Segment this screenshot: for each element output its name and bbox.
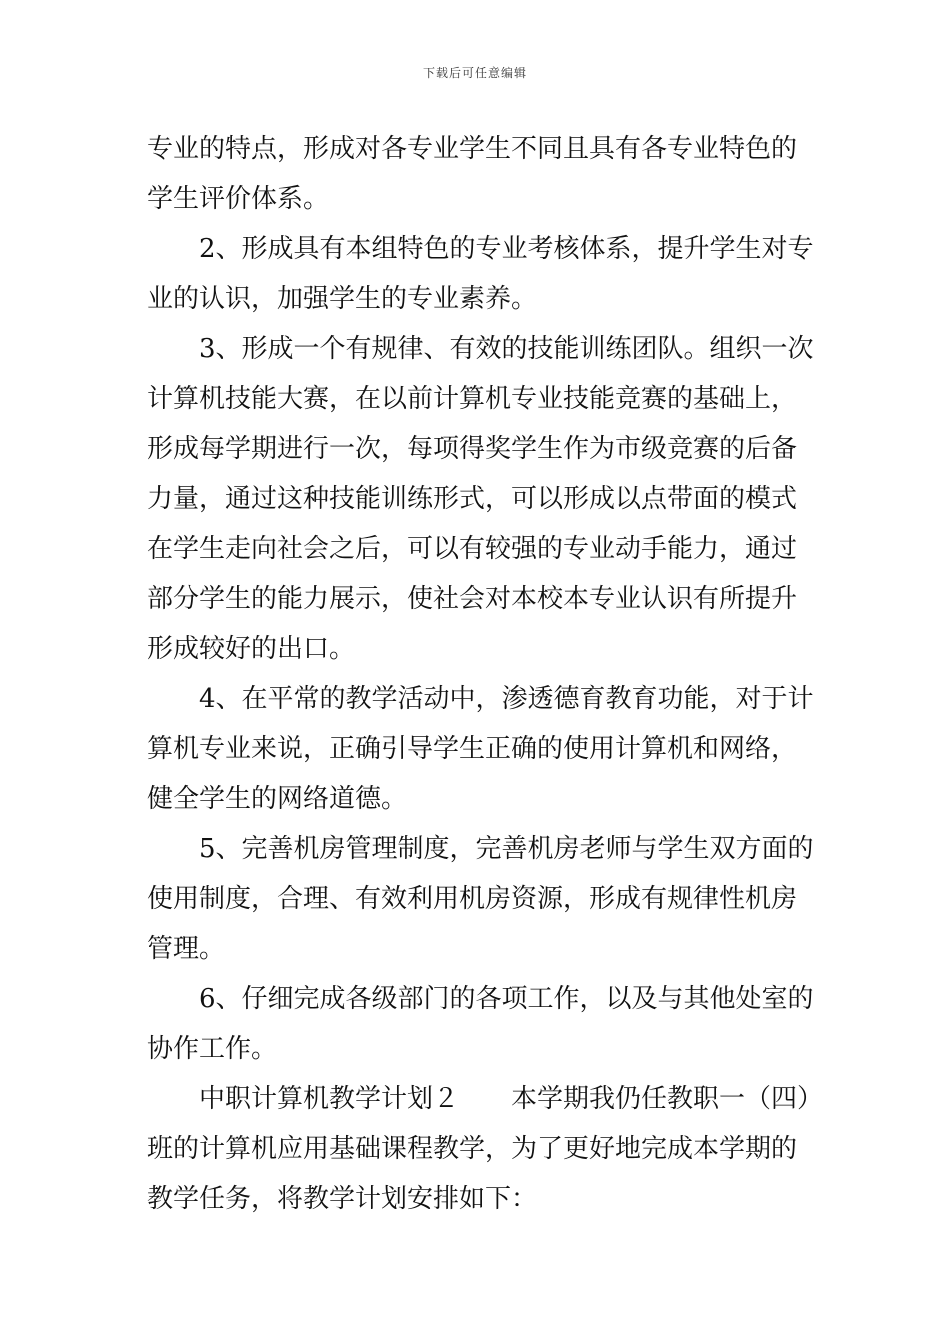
body-line: 2、形成具有本组特色的专业考核体系，提升学生对专: [199, 234, 814, 264]
document-body: [147, 124, 824, 1224]
body-line: 形成较好的出口。: [147, 634, 356, 664]
body-line: 中职计算机教学计划２ 本学期我仍任教职一（四）: [199, 1084, 824, 1114]
body-line: 5、完善机房管理制度，完善机房老师与学生双方面的: [199, 834, 814, 864]
body-line: 力量，通过这种技能训练形式，可以形成以点带面的模式: [147, 484, 798, 514]
body-line: 6、仔细完成各级部门的各项工作，以及与其他处室的: [199, 984, 814, 1014]
body-line: 班的计算机应用基础课程教学，为了更好地完成本学期的: [147, 1134, 798, 1164]
body-line: 专业的特点，形成对各专业学生不同且具有各专业特色的: [147, 134, 798, 164]
body-line: 算机专业来说，正确引导学生正确的使用计算机和网络，: [147, 734, 798, 764]
body-line: 协作工作。: [147, 1034, 278, 1064]
body-line: 教学任务，将教学计划安排如下：: [147, 1184, 538, 1214]
body-line: 学生评价体系。: [147, 184, 330, 214]
body-line: 健全学生的网络道德。: [147, 784, 408, 814]
page-header-note: 下载后可任意编辑: [422, 66, 527, 80]
body-line: 4、在平常的教学活动中，渗透德育教育功能，对于计: [199, 684, 814, 714]
body-line: 形成每学期进行一次，每项得奖学生作为市级竞赛的后备: [147, 434, 798, 464]
body-line: 业的认识，加强学生的专业素养。: [147, 284, 538, 314]
body-line: 3、形成一个有规律、有效的技能训练团队。组织一次: [199, 334, 814, 364]
body-line: 在学生走向社会之后，可以有较强的专业动手能力，通过: [147, 534, 798, 564]
body-line: 部分学生的能力展示，使社会对本校本专业认识有所提升: [147, 584, 798, 614]
body-line: 管理。: [147, 934, 226, 964]
body-line: 使用制度，合理、有效利用机房资源，形成有规律性机房: [147, 884, 798, 914]
body-line: 计算机技能大赛，在以前计算机专业技能竞赛的基础上，: [147, 384, 798, 414]
